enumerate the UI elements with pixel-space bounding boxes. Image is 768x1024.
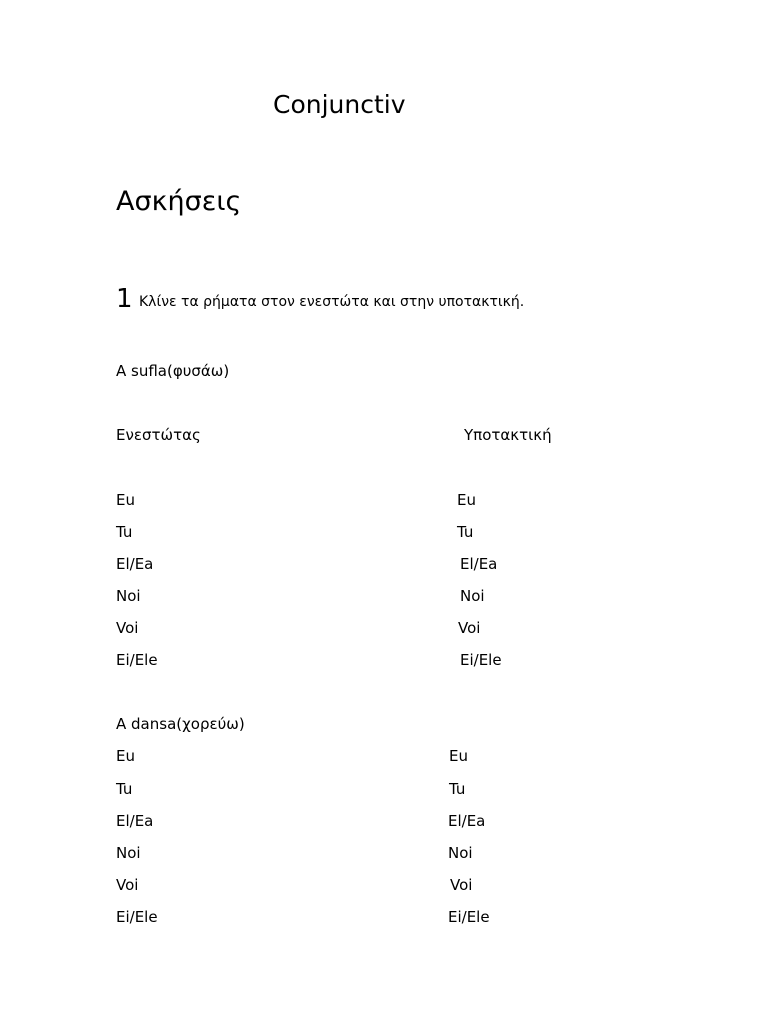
column-header-subjunctive: Υποτακτική [464,426,552,444]
pronoun-left: Eu [116,491,135,509]
pronoun-right: Voi [458,619,481,637]
pronoun-right: Ei/Ele [460,651,502,669]
pronoun-right: Voi [450,876,473,894]
pronoun-right: Tu [449,780,466,798]
page-title: Conjunctiv [273,90,406,119]
pronoun-left: Tu [116,780,133,798]
section-heading: Ασκήσεις [116,186,242,217]
pronoun-left: Voi [116,619,139,637]
pronoun-left: Ei/Ele [116,651,158,669]
pronoun-right: El/Ea [448,812,486,830]
exercise-instruction: Κλίνε τα ρήματα στον ενεστώτα και στην υποτακτική. [139,294,525,310]
pronoun-right: Eu [449,747,468,765]
pronoun-left: El/Ea [116,812,154,830]
pronoun-left: Voi [116,876,139,894]
pronoun-left: Noi [116,844,141,862]
pronoun-right: Noi [448,844,473,862]
pronoun-right: El/Ea [460,555,498,573]
pronoun-left: Eu [116,747,135,765]
pronoun-right: Noi [460,587,485,605]
exercise-number: 1 [116,284,133,314]
pronoun-right: Eu [457,491,476,509]
verb-label-dansa: A dansa(χορεύω) [116,715,245,733]
pronoun-left: El/Ea [116,555,154,573]
pronoun-left: Ei/Ele [116,908,158,926]
verb-label-sufla: A sufla(φυσάω) [116,362,230,380]
pronoun-left: Noi [116,587,141,605]
pronoun-right: Ei/Ele [448,908,490,926]
column-header-present: Ενεστώτας [116,426,201,444]
pronoun-left: Tu [116,523,133,541]
pronoun-right: Tu [457,523,474,541]
